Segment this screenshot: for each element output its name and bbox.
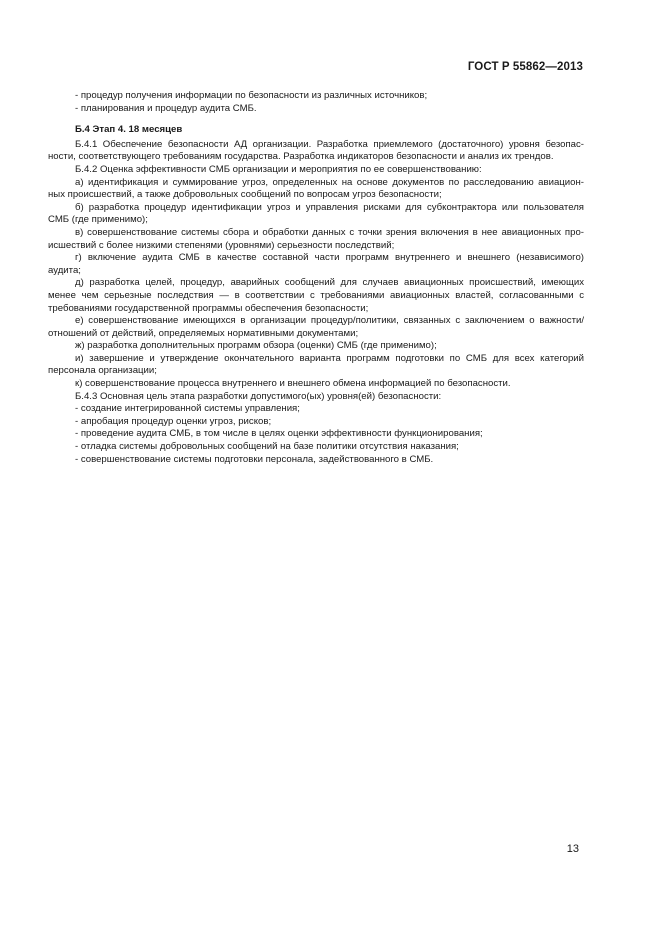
list-item: - апробация процедур оценки угроз, рисков; — [75, 415, 272, 427]
paragraph-line: д) разработка целей, процедур, аварийных сообщений для случаев авиационных происшествий, имеющих — [75, 277, 584, 289]
paragraph-line: СМБ (где применимо); — [48, 214, 148, 226]
paragraph-line: в) совершенствование системы сбора и обработки данных с точки зрения включения в нее авиационных про- — [75, 226, 584, 238]
paragraph-line: требованиями государственной программы обеспечения безопасности; — [48, 302, 369, 314]
paragraph-line: Б.4.3 Основная цель этапа разработки допустимого(ых) уровня(ей) безопасности: — [75, 390, 442, 402]
paragraph-line: б) разработка процедур идентификации угроз и управления рисками для субконтрактора или пользователя — [75, 201, 584, 213]
list-item: - создание интегрированной системы управления; — [75, 403, 300, 415]
paragraph-line: аудита; — [48, 264, 81, 276]
section-heading: Б.4 Этап 4. 18 месяцев — [75, 124, 183, 136]
list-item: - отладка системы добровольных сообщений на базе политики отсутствия наказания; — [75, 441, 459, 453]
paragraph-line: а) идентификация и суммирование угроз, определенных на основе документов по расследованию авиацион- — [75, 176, 584, 188]
paragraph-line: персонала организации; — [48, 365, 157, 377]
paragraph-line: ности, соответствующего требованиям государства. Разработка индикаторов безопасности и анализ их трендов. — [48, 151, 554, 163]
paragraph-line: ж) разработка дополнительных программ обзора (оценки) СМБ (где применимо); — [75, 340, 437, 352]
paragraph-line: Б.4.2 Оценка эффективности СМБ организации и мероприятия по ее совершенствованию: — [75, 163, 482, 175]
list-item: - планирования и процедур аудита СМБ. — [75, 102, 257, 114]
paragraph-line: е) совершенствование имеющихся в организации процедур/политики, связанных с заключением о важности/ — [75, 315, 584, 327]
document-body — [48, 90, 584, 466]
paragraph-line: исшествий с более низкими степенями (уровнями) серьезности последствий; — [48, 239, 395, 251]
paragraph-line: отношений от действий, определяемых нормативными документами; — [48, 327, 359, 339]
list-item: - проведение аудита СМБ, в том числе в целях оценки эффективности функционирования; — [75, 428, 483, 440]
paragraph-line: менее чем серьезные последствия — в соответствии с требованиями авиационных властей, согласованными с — [48, 289, 584, 301]
paragraph-line: ных происшествий, а также добровольных сообщений по вопросам угроз безопасности; — [48, 189, 442, 201]
standard-code: ГОСТ Р 55862—2013 — [467, 61, 583, 73]
paragraph-line: г) включение аудита СМБ в качестве составной части программ внутреннего и внешнего (независимого) — [75, 252, 584, 264]
paragraph-line: и) завершение и утверждение окончательного варианта программ подготовки по СМБ для всех категорий — [75, 352, 584, 364]
paragraph-line: Б.4.1 Обеспечение безопасности АД организации. Разработка приемлемого (достаточного) уровня безопас- — [75, 138, 584, 150]
paragraph-line: к) совершенствование процесса внутреннего и внешнего обмена информацией по безопасности. — [75, 378, 511, 390]
page-number: 13 — [566, 843, 579, 855]
list-item: - процедур получения информации по безопасности из различных источников; — [75, 90, 428, 101]
list-item: - совершенствование системы подготовки персонала, задействованного в СМБ. — [75, 453, 434, 465]
